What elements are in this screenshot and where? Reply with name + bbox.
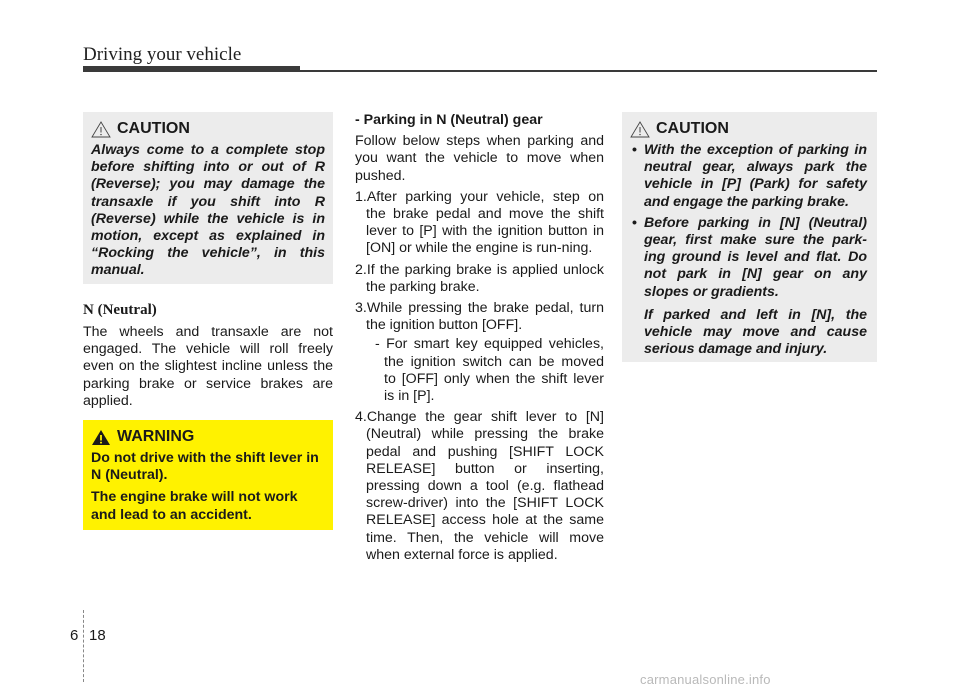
warning-text-2: The engine brake will not work and lead to an accident. [91, 489, 298, 523]
warning-triangle-icon [91, 429, 111, 446]
warning-text-1: Do not drive with the shift lever in N (Neutral). [91, 450, 319, 484]
header-rule-thin [300, 70, 877, 72]
chapter-number: 6 [70, 627, 79, 644]
step-3-note: - For smart key equipped vehicles, the ignition switch can be moved to [OFF] only when the shift lever is in [P]. [375, 336, 604, 405]
caution-title: CAUTION [91, 120, 325, 138]
neutral-heading: N (Neutral) [83, 302, 157, 318]
caution-bullet-1: • With the exception of parking in neutral gear, always park the vehicle in [P] (Park) for safety and engage the parking brake. [630, 142, 867, 211]
caution-box-parking [622, 112, 877, 362]
page-number: 18 [89, 627, 106, 644]
caution-box-reverse [83, 112, 333, 284]
caution-text: Always come to a complete stop before shifting into or out of R (Reverse); you may damage the transaxle if you shift into R (Reverse) while the vehicle is in motion, except as explained in “Rocking the vehicle”, in this manual. [91, 142, 325, 279]
parking-subheading: - Parking in N (Neutral) gear [355, 112, 543, 128]
warning-title: WARNING [91, 428, 325, 446]
parking-steps [355, 189, 604, 564]
step-4: 4.Change the gear shift lever to [N] (Neutral) while pressing the brake pedal and pushing [SHIFT LOCK RELEASE] button or inserting, pressing down a tool (e.g. flathead screw-driver) into the [SHIFT LOCK RELEASE] access hole at the same time. Then, the vehicle will move when external force is applied. [355, 409, 604, 563]
step-3: 3.While pressing the brake pedal, turn the ignition button [OFF]. - For smart key equipped vehicles, the ignition switch can be moved to [OFF] only when the shift lever is in [P]. [355, 300, 604, 405]
neutral-paragraph: The wheels and transaxle are not engaged. The vehicle will roll freely even on the slightest incline unless the parking brake or service brakes are applied. [83, 324, 333, 409]
caution-note: If parked and left in [N], the vehicle may move and cause serious damage and injury. [644, 306, 867, 358]
section-title: Driving your vehicle [83, 44, 242, 65]
caution-title-2: CAUTION [630, 120, 867, 138]
parking-neutral-section [355, 112, 604, 568]
parking-intro: Follow below steps when parking and you want the vehicle to move when pushed. [355, 133, 604, 184]
caution-triangle-icon [91, 121, 111, 138]
step-1: 1.After parking your vehicle, step on the brake pedal and move the shift lever to [P] with the ignition button in [ON] or while the engine is run-ning. [355, 188, 604, 257]
caution-bullet-2: • Before parking in [N] (Neutral) gear, first make sure the park-ing ground is level and flat. Do not park in [N] gear on any slopes or gradients. [630, 215, 867, 301]
warning-box [83, 420, 333, 530]
watermark: carmanualsonline.info [640, 672, 771, 687]
caution-bullets [630, 142, 867, 301]
step-2: 2.If the parking brake is applied unlock the parking brake. [355, 261, 604, 295]
caution-triangle-icon [630, 121, 650, 138]
header-rule-thick [83, 66, 300, 72]
footer-separator [83, 610, 85, 682]
